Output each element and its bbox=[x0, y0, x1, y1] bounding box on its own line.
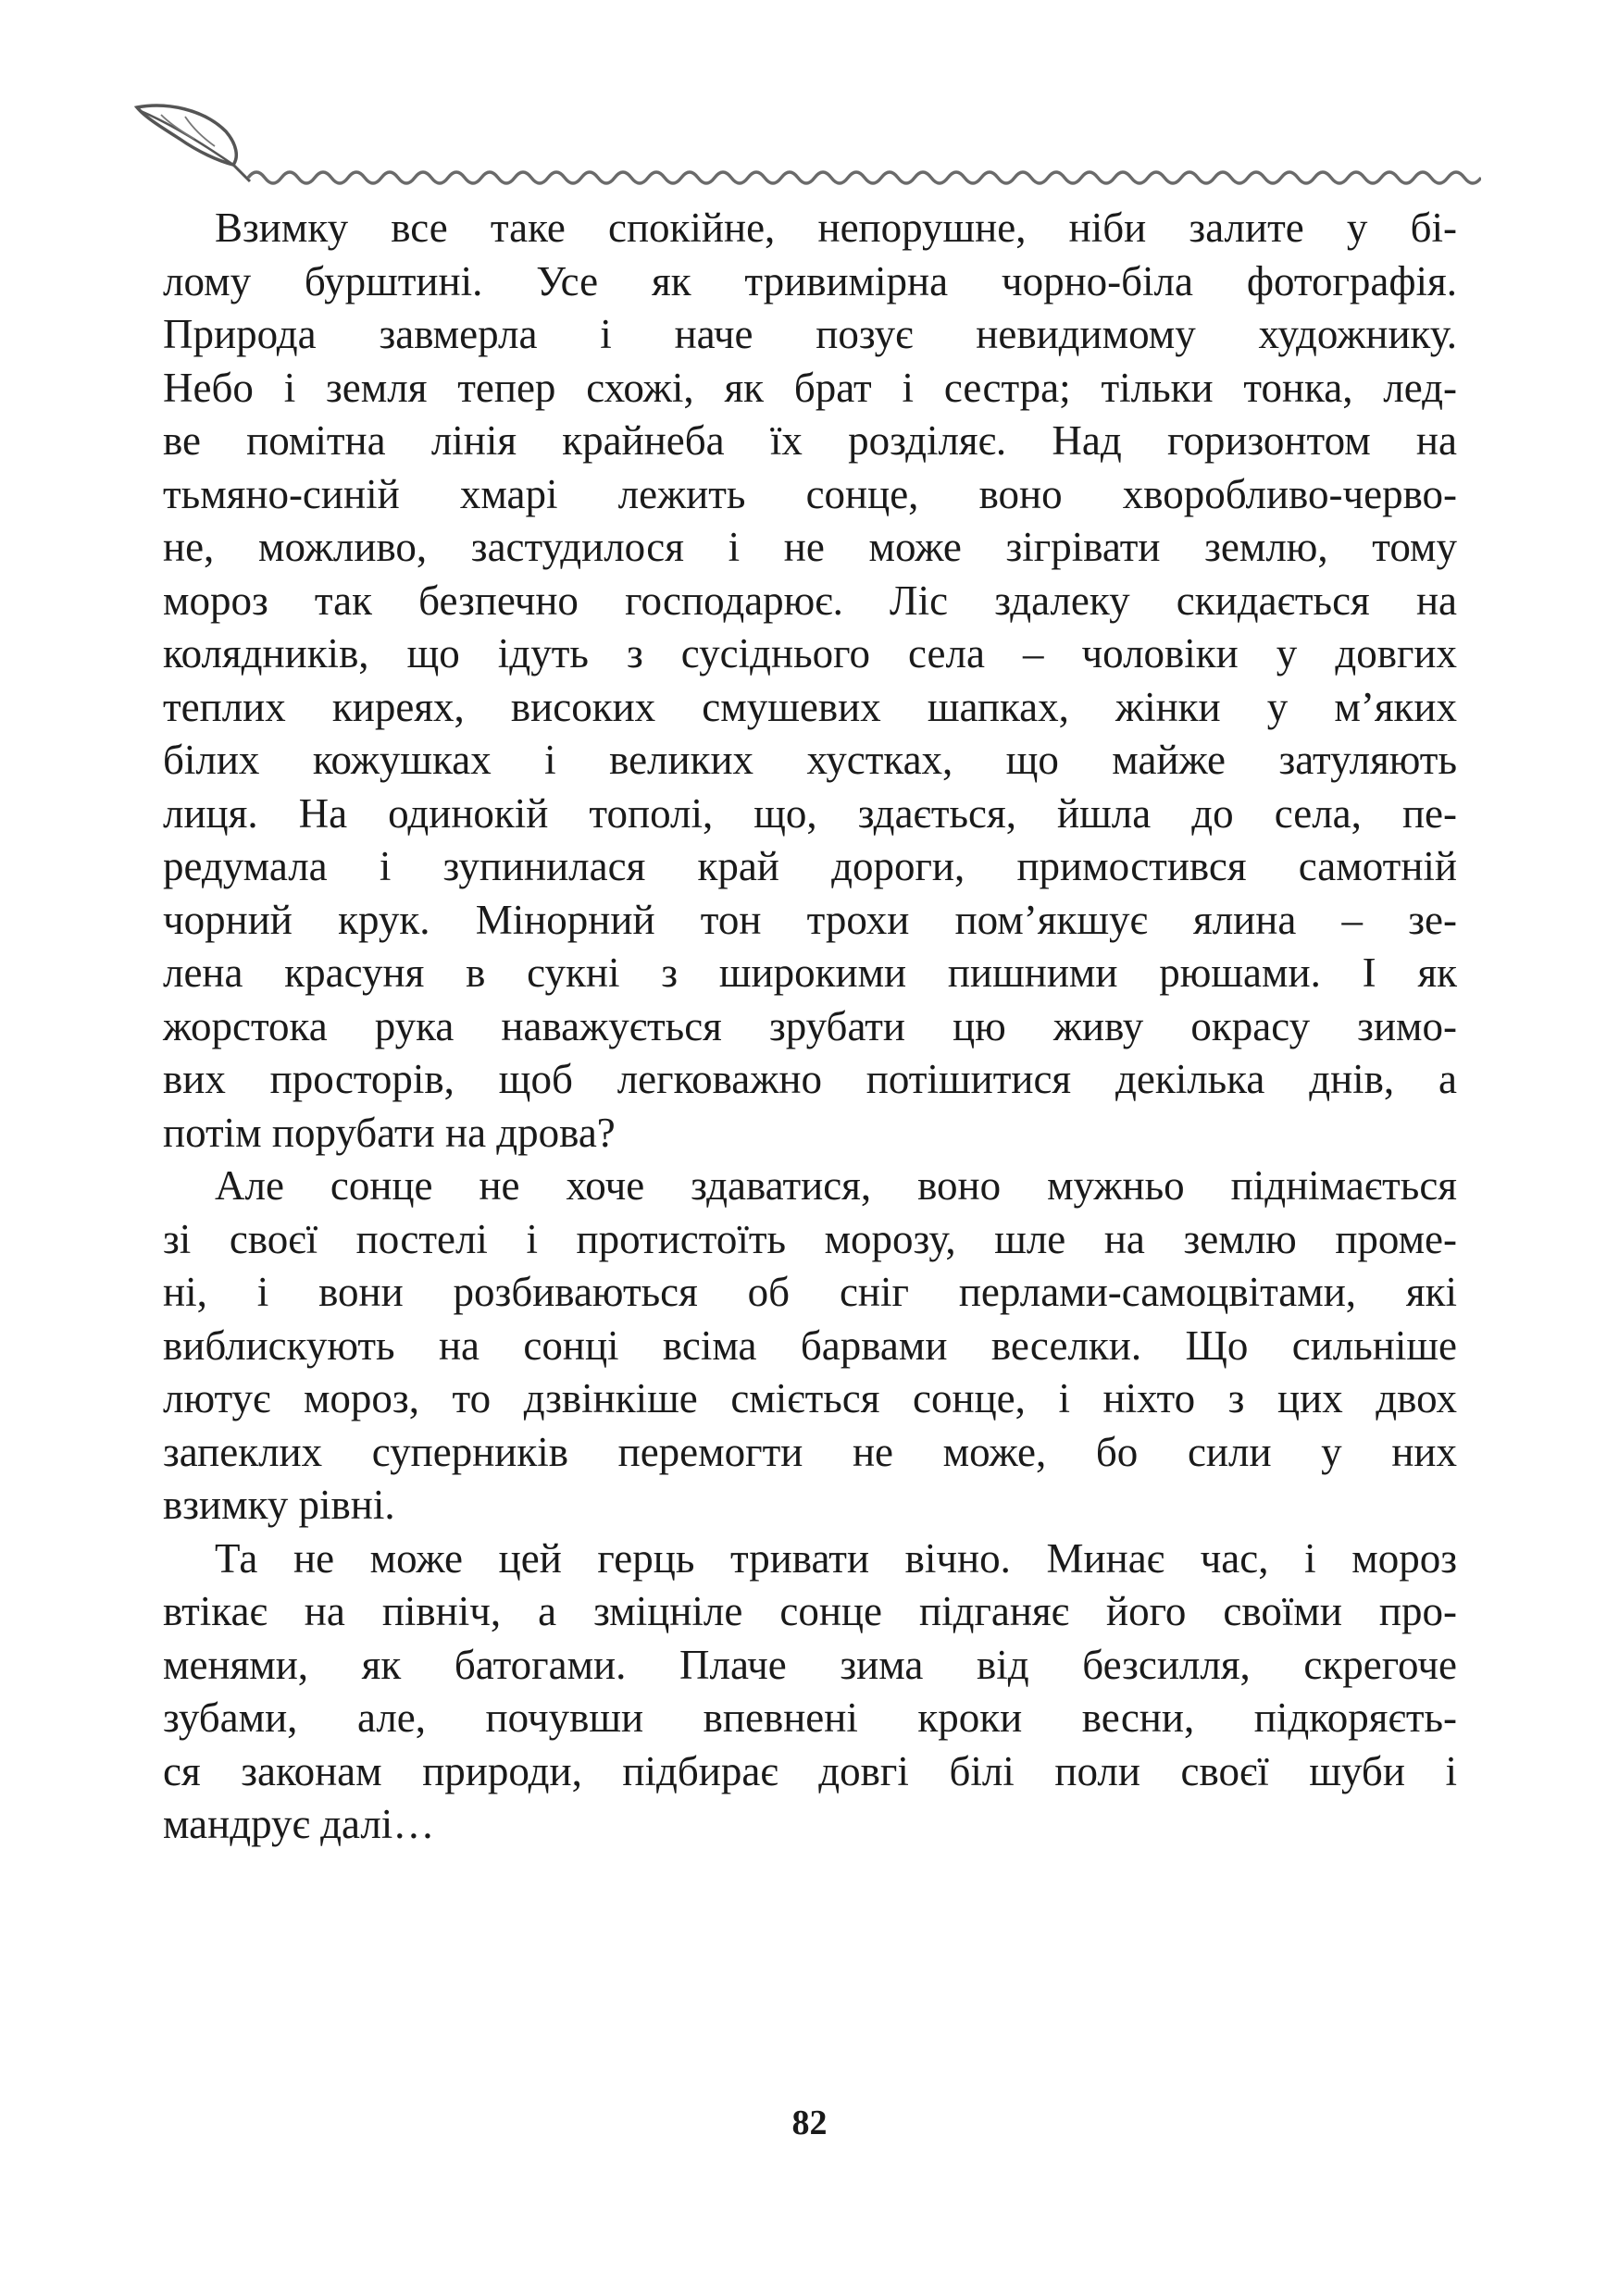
text-line: менями, як батогами. Плаче зима від безсилля, скрегоче bbox=[163, 1641, 1457, 1688]
text-line: запеклих суперників перемогти не може, бо сили у них bbox=[163, 1428, 1457, 1475]
text-line: мороз так безпечно господарює. Ліс здалеку скидається на bbox=[163, 577, 1457, 624]
text-line: тьмяно-синій хмарі лежить сонце, воно хворобливо-черво- bbox=[163, 470, 1457, 517]
text-line: теплих киреях, високих смушевих шапках, жінки у м’яких bbox=[163, 683, 1457, 730]
feather-quill-icon bbox=[137, 105, 250, 181]
paragraph-1 bbox=[163, 202, 1457, 1160]
text-line: білих кожушках і великих хустках, що майже затуляють bbox=[163, 737, 1457, 783]
text-line: колядників, що ідуть з сусіднього села – чоловіки у довгих bbox=[163, 630, 1457, 676]
text-line: лютує мороз, то дзвінкіше сміється сонце, і ніхто з цих двох bbox=[163, 1375, 1457, 1421]
text-line: лена красуня в сукні з широкими пишними рюшами. І як bbox=[163, 949, 1457, 996]
text-line: ні, і вони розбиваються об сніг перлами-самоцвітами, які bbox=[163, 1269, 1457, 1315]
paragraph-2 bbox=[163, 1160, 1457, 1533]
page-number: 82 bbox=[791, 2104, 828, 2142]
paragraph-3 bbox=[163, 1533, 1457, 1852]
text-line: мандрує далі… bbox=[163, 1801, 435, 1847]
text-line: редумала і зупинилася край дороги, примостився самотній bbox=[163, 843, 1457, 889]
text-line: жорстока рука наважується зрубати цю живу окрасу зимо- bbox=[163, 1002, 1457, 1049]
text-line: не, можливо, застудилося і не може зігрівати землю, тому bbox=[163, 524, 1457, 570]
text-line: взимку рівні. bbox=[163, 1482, 395, 1528]
text-line: втікає на північ, а зміцніле сонце підганяє його своїми про- bbox=[163, 1588, 1457, 1634]
text-line: лому бурштині. Усе як тривимірна чорно-біла фотографія. bbox=[163, 257, 1457, 304]
text-line: чорний крук. Мінорний тон трохи пом’якшує ялина – зе- bbox=[163, 896, 1457, 943]
text-line: виблискують на сонці всіма барвами веселки. Що сильніше bbox=[163, 1322, 1457, 1369]
text-line: лиця. На одинокій тополі, що, здається, йшла до села, пе- bbox=[163, 789, 1457, 837]
text-block bbox=[163, 202, 1457, 1852]
text-line: вих просторів, щоб легковажно потішитися декілька днів, а bbox=[163, 1056, 1457, 1102]
text-line: Та не може цей герць тривати вічно. Минає час, і мороз bbox=[215, 1534, 1457, 1582]
header-ornament bbox=[130, 100, 1481, 192]
text-line: Але сонце не хоче здаватися, воно мужньо піднімається bbox=[215, 1162, 1457, 1209]
text-line: потім порубати на дрова? bbox=[163, 1109, 616, 1156]
text-line: ве помітна лінія крайнеба їх розділяє. Над горизонтом на bbox=[163, 417, 1457, 464]
text-line: ся законам природи, підбирає довгі білі поли своєї шуби і bbox=[163, 1747, 1457, 1794]
text-line: Небо і земля тепер схожі, як брат і сестра; тільки тонка, лед- bbox=[163, 364, 1457, 411]
text-line: зі своєї постелі і протистоїть морозу, шле на землю проме- bbox=[163, 1215, 1457, 1262]
wavy-rule bbox=[248, 172, 1481, 183]
text-line: Природа завмерла і наче позує невидимому художнику. bbox=[163, 311, 1457, 357]
text-line: зубами, але, почувши впевнені кроки весни, підкоряєть- bbox=[163, 1694, 1457, 1741]
text-line: Взимку все таке спокійне, непорушне, ніби залите у бі- bbox=[215, 205, 1457, 251]
